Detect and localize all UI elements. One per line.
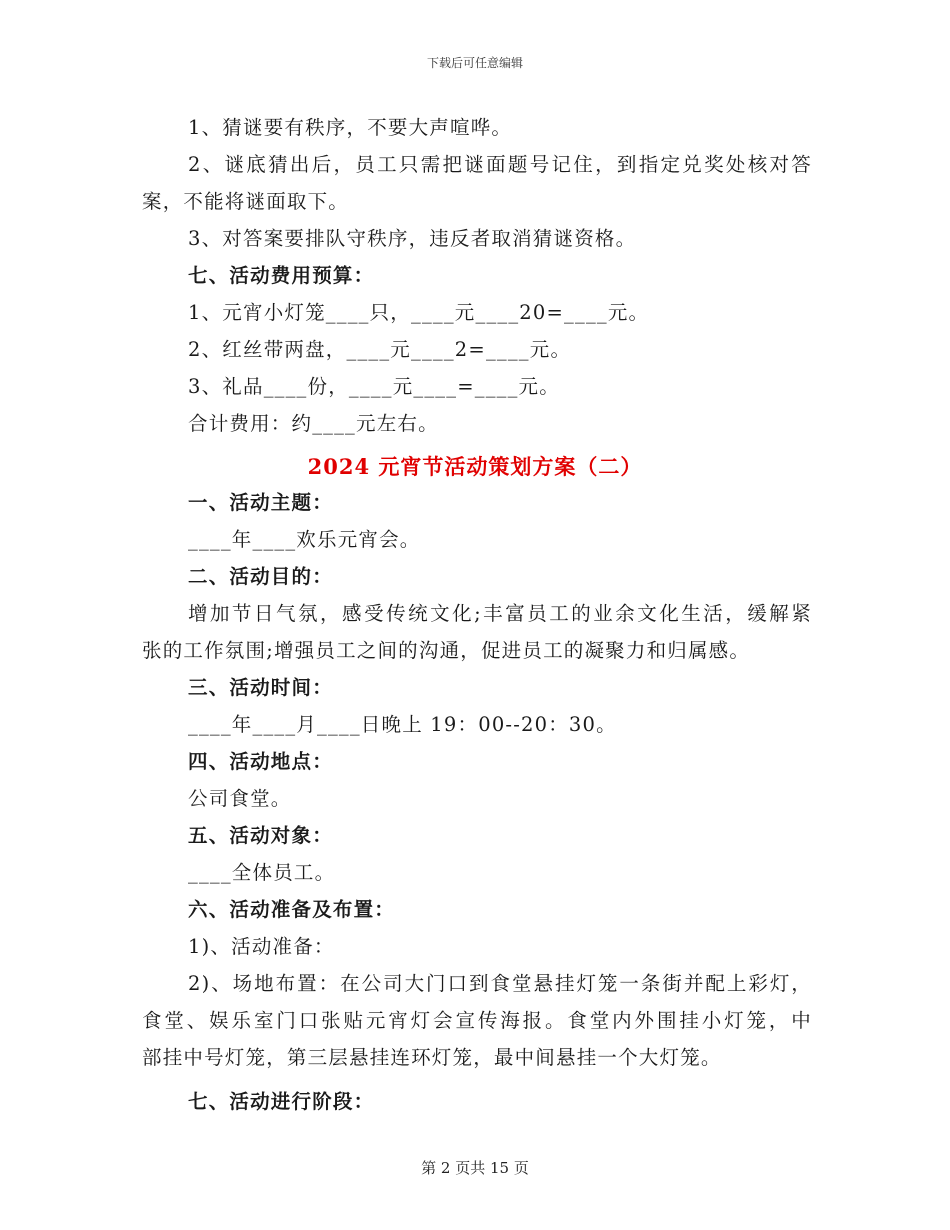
paragraph-line: ____年____月____日晚上 19：00--20：30。 [188, 713, 617, 736]
paragraph-line: 2)、场地布置：在公司大门口到食堂悬挂灯笼一条街并配上彩灯， [188, 972, 812, 995]
section-heading: 四、活动地点： [188, 750, 333, 773]
paragraph-line: 2、红丝带两盘，____元____2=____元。 [188, 338, 572, 361]
paragraph-line: ____年____欢乐元宵会。 [188, 528, 421, 551]
paragraph-line: 增加节日气氛，感受传统文化;丰富员工的业余文化生活，缓解紧 [188, 602, 812, 625]
paragraph-line: 3、对答案要排队守秩序，违反者取消猜谜资格。 [188, 227, 637, 250]
paragraph-line: 1、猜谜要有秩序，不要大声喧哗。 [188, 116, 513, 139]
section-heading: 七、活动费用预算： [188, 264, 375, 287]
paragraph-line: 案，不能将谜面取下。 [142, 190, 350, 213]
paragraph-line: 公司食堂。 [188, 787, 292, 810]
section-heading: 七、活动进行阶段： [188, 1090, 375, 1113]
paragraph-line: ____全体员工。 [188, 861, 336, 884]
section-title: 2024 元宵节活动策划方案（二） [307, 454, 643, 479]
section-heading: 六、活动准备及布置： [188, 898, 396, 921]
section-heading: 三、活动时间： [188, 676, 333, 699]
page-footer: 第 2 页共 15 页 [421, 1159, 529, 1177]
section-heading: 一、活动主题： [188, 491, 333, 514]
paragraph-line: 2、谜底猜出后，员工只需把谜面题号记住，到指定兑奖处核对答 [188, 153, 812, 176]
paragraph-line: 食堂、娱乐室门口张贴元宵灯会宣传海报。食堂内外围挂小灯笼，中 [142, 1009, 812, 1032]
paragraph-line: 合计费用：约____元左右。 [188, 412, 439, 435]
paragraph-line: 1)、活动准备： [188, 935, 335, 958]
section-heading: 五、活动对象： [188, 824, 333, 847]
paragraph-line: 张的工作氛围;增强员工之间的沟通，促进员工的凝聚力和归属感。 [142, 639, 751, 662]
paragraph-line: 部挂中号灯笼，第三层悬挂连环灯笼，最中间悬挂一个大灯笼。 [142, 1046, 722, 1069]
section-heading: 二、活动目的： [188, 565, 333, 588]
page-header: 下载后可任意编辑 [426, 56, 523, 70]
paragraph-line: 1、元宵小灯笼____只，____元____20=____元。 [188, 301, 650, 324]
paragraph-line: 3、礼品____份，____元____=____元。 [188, 375, 560, 398]
